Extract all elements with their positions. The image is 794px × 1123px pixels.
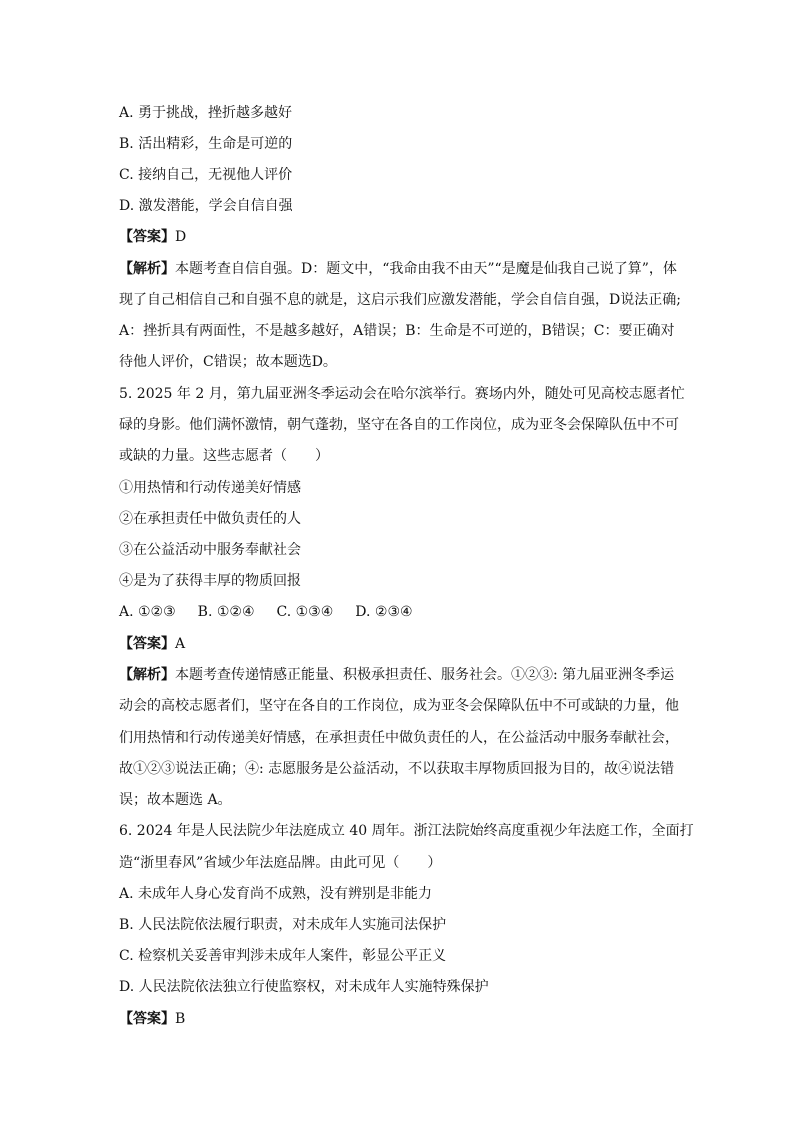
q4-analysis-line-4: 待他人评价，C错误；故本题选D。 xyxy=(119,354,337,370)
q5-stem-line-2: 碌的身影。他们满怀激情，朝气蓬勃，坚守在各自的工作岗位，成为亚冬会保障队伍中不可 xyxy=(119,417,679,433)
q5-stem-line-3: 或缺的力量。这些志愿者（ ） xyxy=(119,448,329,464)
q5-statement-2: ②在承担责任中做负责任的人 xyxy=(119,511,301,527)
answer-value: A xyxy=(175,636,186,652)
q5-analysis-line-5: 误；故本题选 A。 xyxy=(119,792,232,808)
q6-option-c: C. 检察机关妥善审判涉未成年人案件，彰显公平正义 xyxy=(119,948,447,964)
q4-option-d: D. 激发潜能，学会自信自强 xyxy=(119,198,293,214)
q5-option-c: C. ①③④ xyxy=(276,604,334,620)
q5-statement-1: ①用热情和行动传递美好情感 xyxy=(119,480,301,496)
q5-option-b: B. ①②④ xyxy=(197,604,255,620)
q5-statement-3: ③在公益活动中服务奉献社会 xyxy=(119,542,301,558)
analysis-label: 【解析】 xyxy=(119,261,175,277)
q5-analysis-line-3: 们用热情和行动传递美好情感，在承担责任中做负责任的人，在公益活动中服务奉献社会， xyxy=(119,730,679,746)
answer-value: B xyxy=(175,1011,186,1027)
q4-option-a: A. 勇于挑战，挫折越多越好 xyxy=(119,105,293,121)
q5-answer xyxy=(119,634,679,654)
q6-answer xyxy=(119,1009,679,1029)
q6-option-a: A. 未成年人身心发育尚不成熟，没有辨别是非能力 xyxy=(119,886,433,902)
analysis-text: 本题考查传递情感正能量、积极承担责任、服务社会。①②③: 第九届亚洲冬季运 xyxy=(175,667,675,683)
q5-analysis-line-2: 动会的高校志愿者们，坚守在各自的工作岗位，成为亚冬会保障队伍中不可或缺的力量，他 xyxy=(119,698,679,714)
answer-label: 【答案】 xyxy=(119,1011,175,1027)
q6-option-d: D. 人民法院依法独立行使监察权，对未成年人实施特殊保护 xyxy=(119,979,489,995)
q4-analysis-line-2: 现了自己相信自己和自强不息的就是，这启示我们应激发潜能，学会自信自强，D说法正确; xyxy=(119,292,681,308)
answer-label: 【答案】 xyxy=(119,636,175,652)
q5-analysis-line-4: 故①②③说法正确；④: 志愿服务是公益活动，不以获取丰厚物质回报为目的，故④说法错 xyxy=(119,761,675,777)
answer-label: 【答案】 xyxy=(119,229,175,245)
answer-value: D xyxy=(175,229,187,245)
q4-analysis-line-1 xyxy=(119,259,679,279)
q6-option-b: B. 人民法院依法履行职责，对未成年人实施司法保护 xyxy=(119,917,447,933)
q4-option-c: C. 接纳自己，无视他人评价 xyxy=(119,167,293,183)
q5-option-d: D. ②③④ xyxy=(355,604,413,620)
q5-stem-line-1: 5. 2025 年 2 月，第九届亚洲冬季运动会在哈尔滨举行。赛场内外，随处可见高校志愿者忙 xyxy=(119,386,685,402)
q5-options-row xyxy=(119,602,679,622)
q4-analysis-line-3: A：挫折具有两面性，不是越多越好，A错误；B：生命是不可逆的，B错误；C：要正确对 xyxy=(119,323,675,339)
q5-analysis-line-1 xyxy=(119,665,679,685)
q6-stem-line-1: 6. 2024 年是人民法院少年法庭成立 40 周年。浙江法院始终高度重视少年法庭工作，全面打 xyxy=(119,823,694,839)
q5-option-a: A. ①②③ xyxy=(119,604,176,620)
analysis-label: 【解析】 xyxy=(119,667,175,683)
q4-option-b: B. 活出精彩，生命是可逆的 xyxy=(119,136,293,152)
q5-statement-4: ④是为了获得丰厚的物质回报 xyxy=(119,573,301,589)
analysis-text: 本题考查自信自强。D：题文中，“我命由我不由天”“是魔是仙我自己说了算”，体 xyxy=(175,261,677,277)
q6-stem-line-2: 造“浙里春风”省域少年法庭品牌。由此可见（ ） xyxy=(119,855,442,871)
q4-answer xyxy=(119,227,679,247)
